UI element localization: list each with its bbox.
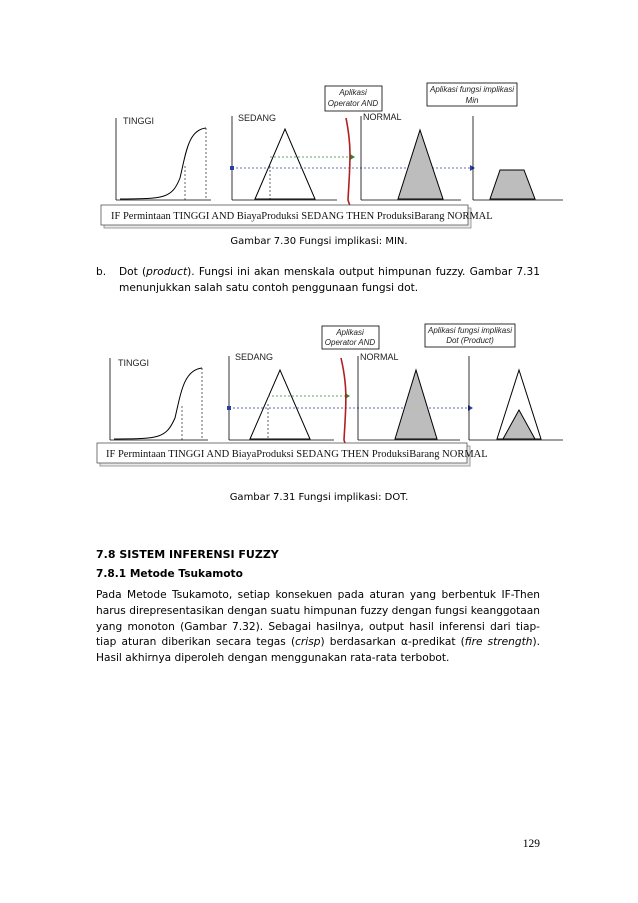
para-emph-crisp: crisp [295,636,321,649]
label-sedang-2: SEDANG [235,352,274,362]
figure-7-30 [0,78,638,238]
and-box-line1: Aplikasi [339,88,367,97]
rule-text: IF Permintaan TINGGI AND BiayaProduksi SEDANG THEN ProduksiBarang NORMAL [111,211,493,222]
page-number: 129 [522,838,540,850]
impl-box-line1: Aplikasi fungsi implikasi [429,85,515,94]
item-b-emph: product [146,266,188,278]
panel-tinggi [116,118,211,200]
figure-7-30-svg [0,78,638,238]
label-normal: NORMAL [363,112,402,122]
subsection-heading: 7.8.1 Metode Tsukamoto [96,568,243,580]
panel-normal-2 [358,356,460,440]
impl-box2-line2: Dot (Product) [446,336,494,345]
panel-sedang-2 [227,356,473,440]
label-tinggi: TINGGI [123,116,154,126]
label-normal-2: NORMAL [360,352,399,362]
list-item-b-text [119,265,540,297]
and-box2-line2: Operator AND [324,338,376,347]
item-b-part2: ). Fungsi ini akan menskala output himpunan fuzzy. Gambar 7.31 menunjukkan salah satu contoh penggunaan fungsi dot. [119,266,540,294]
panel-result-min [473,116,563,200]
list-marker-b: b. [96,266,107,278]
impl-box2-line1: Aplikasi fungsi implikasi [427,326,513,335]
and-operator-bracket-2 [341,358,346,446]
panel-tinggi-2 [110,358,208,440]
panel-normal [361,116,461,200]
rule-text-2: IF Permintaan TINGGI AND BiayaProduksi SEDANG THEN ProduksiBarang NORMAL [106,449,488,460]
panel-result-dot [469,356,563,440]
label-tinggi-2: TINGGI [118,358,149,368]
item-b-part1: Dot ( [119,266,147,278]
and-box2-line1: Aplikasi [336,328,364,337]
tsukamoto-paragraph [96,588,540,667]
and-operator-bracket [346,118,350,206]
para-emph-fire-strength: fire strength [464,636,533,649]
section-heading: 7.8 SISTEM INFERENSI FUZZY [96,548,279,561]
list-item-b [96,265,540,297]
caption-figure-7-31: Gambar 7.31 Fungsi implikasi: DOT. [229,492,409,503]
and-box-line2: Operator AND [327,99,379,108]
caption-figure-7-30: Gambar 7.30 Fungsi implikasi: MIN. [230,236,408,247]
para-part3: ). Hasil akhirnya diperoleh dengan menggunakan rata-rata terbobot. [96,636,540,665]
impl-box-line2: Min [465,96,479,105]
label-sedang: SEDANG [238,113,277,123]
para-part2: ) berdasarkan α-predikat ( [320,636,465,649]
figure-7-31 [0,320,638,480]
figure-7-31-svg [0,320,638,480]
para-part1: Pada Metode Tsukamoto, setiap konsekuen pada aturan yang berbentuk IF-Then harus direpresentasikan dengan suatu himpunan fuzzy dengan fungsi keanggotaan yang monoton (Gambar 7.32). Sebagai hasilnya, output hasil inferensi dari tiap-tiap aturan diberikan secara tegas ( [96,589,540,649]
